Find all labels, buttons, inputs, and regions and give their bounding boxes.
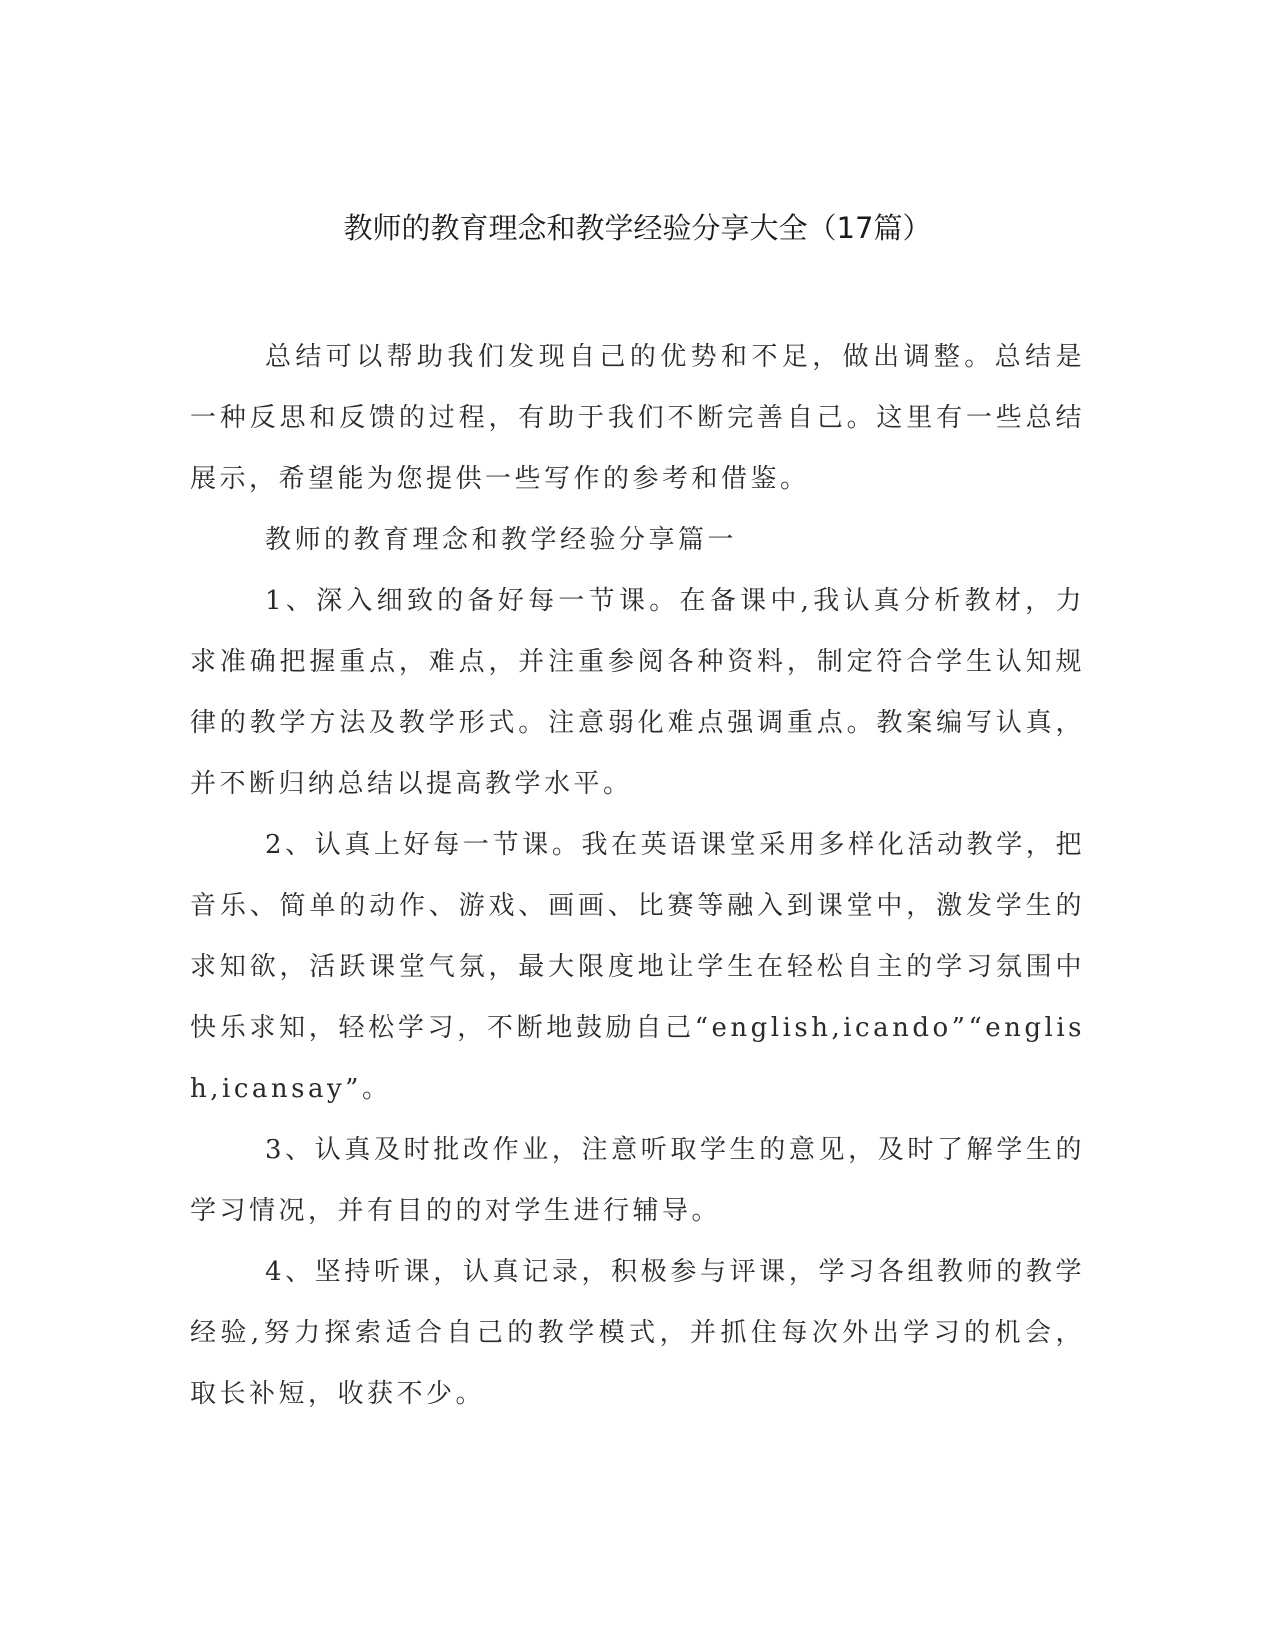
list-item-3: 3、认真及时批改作业，注意听取学生的意见，及时了解学生的学习情况，并有目的的对学生进行辅导。 — [190, 1135, 1085, 1226]
list-item-1: 1、深入细致的备好每一节课。在备课中,我认真分析教材，力求准确把握重点，难点，并注重参阅各种资料，制定符合学生认知规律的教学方法及教学形式。注意弱化难点强调重点。教案编写认真，并不断归纳总结以提高教学水平。 — [190, 586, 1085, 799]
list-item-2: 2、认真上好每一节课。我在英语课堂采用多样化活动教学，把音乐、简单的动作、游戏、画画、比赛等融入到课堂中，激发学生的求知欲，活跃课堂气氛，最大限度地让学生在轻松自主的学习氛围中快乐求知，轻松学习，不断地鼓励自己“english,icando”“english,icansay”。 — [190, 830, 1085, 1104]
list-item-4: 4、坚持听课，认真记录，积极参与评课，学习各组教师的教学经验,努力探索适合自己的教学模式，并抓住每次外出学习的机会，取长补短，收获不少。 — [190, 1257, 1085, 1409]
section-heading: 教师的教育理念和教学经验分享篇一 — [265, 525, 738, 555]
intro-paragraph: 总结可以帮助我们发现自己的优势和不足，做出调整。总结是一种反思和反馈的过程，有助于我们不断完善自己。这里有一些总结展示，希望能为您提供一些写作的参考和借鉴。 — [190, 342, 1085, 494]
document-body — [190, 327, 1085, 1425]
document-title: 教师的教育理念和教学经验分享大全（17篇） — [343, 211, 932, 245]
